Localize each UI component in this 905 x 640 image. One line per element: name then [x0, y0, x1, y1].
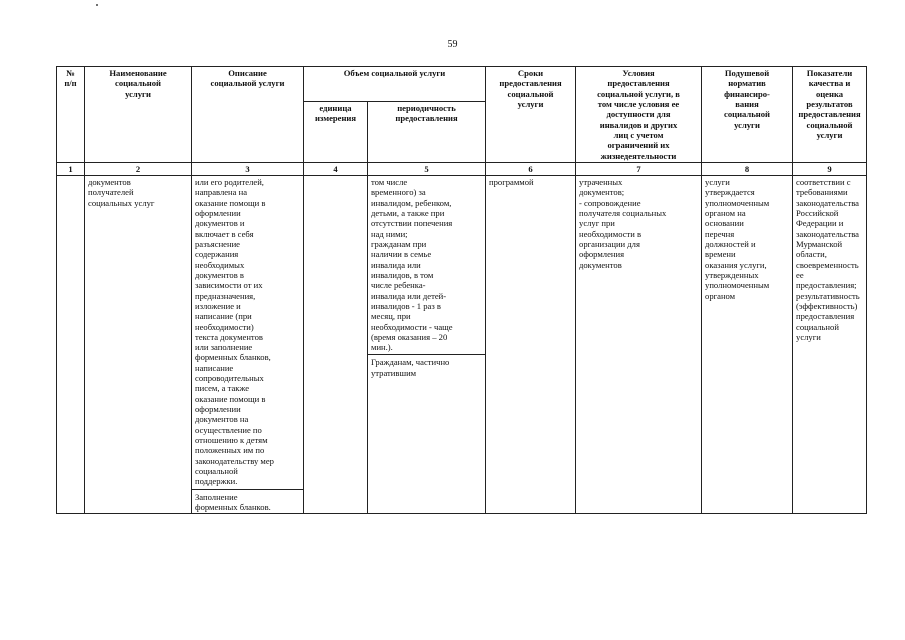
table-row	[57, 176, 867, 514]
header-service-conditions: Условия предоставления социальной услуги, в том числе условия ее доступности для инвалидов и других лиц с учетом ограничений их жизнедеятельности	[576, 67, 702, 163]
cell-terms: программой	[486, 176, 576, 514]
header-service-volume: Объем социальной услуги	[304, 67, 486, 102]
cell-unit	[304, 176, 368, 514]
column-number: 6	[486, 162, 576, 175]
description-continuation: Заполнение форменных бланков.	[195, 491, 271, 512]
cell-conditions: утраченных документов; - сопровождение получателя социальных услуг при необходимости в организации для оформления документов	[576, 176, 702, 514]
header-row-1	[57, 67, 867, 102]
description-text: или его родителей, направлена на оказание помощи в оформлении документов и включает в себя разъяснение содержания необходимых документов в зависимости от их предназначения, изложение и написание (при необходимости) текста документов или заполнение форменных бланков, написание сопроводительных писем, а также оказание помощи в оформлении документов на осуществление по отношению к детям положенных им по законодательству мер социальной поддержки.	[192, 177, 303, 489]
column-number: 3	[192, 162, 304, 175]
cell-service-description	[192, 176, 304, 514]
header-service-terms: Сроки предоставления социальной услуги	[486, 67, 576, 163]
header-financing-norm: Подушевой норматив финансиро- вания социальной услуги	[702, 67, 793, 163]
column-number: 2	[85, 162, 192, 175]
column-number: 4	[304, 162, 368, 175]
column-number-row	[57, 162, 867, 175]
cell-financing-norm: услуги утверждается уполномоченным органом на основании перечня должностей и времени оказания услуги, утвержденных уполномоченным органом	[702, 176, 793, 514]
header-quality-indicators: Показатели качества и оценка результатов предоставления социальной услуги	[793, 67, 867, 163]
frequency-continuation: Гражданам, частично утратившим	[371, 357, 450, 378]
column-number: 1	[57, 162, 85, 175]
header-number: № п/п	[57, 67, 85, 163]
frequency-text: том числе временного) за инвалидом, ребенком, детьми, а также при отсутствии попечения над ними; гражданам при наличии в семье инвалида или инвалидов, в том числе ребенка- инвалида или детей- инвалидов - 1 раз в месяц, при необходимости - чаще (время оказания – 20 мин.).	[368, 177, 485, 355]
column-number: 9	[793, 162, 867, 175]
cell-quality-indicators: соответствии с требованиями законодательства Российской Федерации и законодательства Мурманской области, своевременность ее предоставления; результативность (эффективность) предоставления социальной услуги	[793, 176, 867, 514]
header-unit: единица измерения	[304, 101, 368, 162]
column-number: 7	[576, 162, 702, 175]
cell-number	[57, 176, 85, 514]
page-number: 59	[447, 39, 458, 50]
header-service-description: Описание социальной услуги	[192, 67, 304, 163]
scan-speck	[96, 4, 98, 6]
column-number: 5	[368, 162, 486, 175]
services-table	[56, 66, 867, 514]
cell-frequency	[368, 176, 486, 514]
cell-service-name: документов получателей социальных услуг	[85, 176, 192, 514]
header-service-name: Наименование социальной услуги	[85, 67, 192, 163]
column-number: 8	[702, 162, 793, 175]
header-frequency: периодичность предоставления	[368, 101, 486, 162]
